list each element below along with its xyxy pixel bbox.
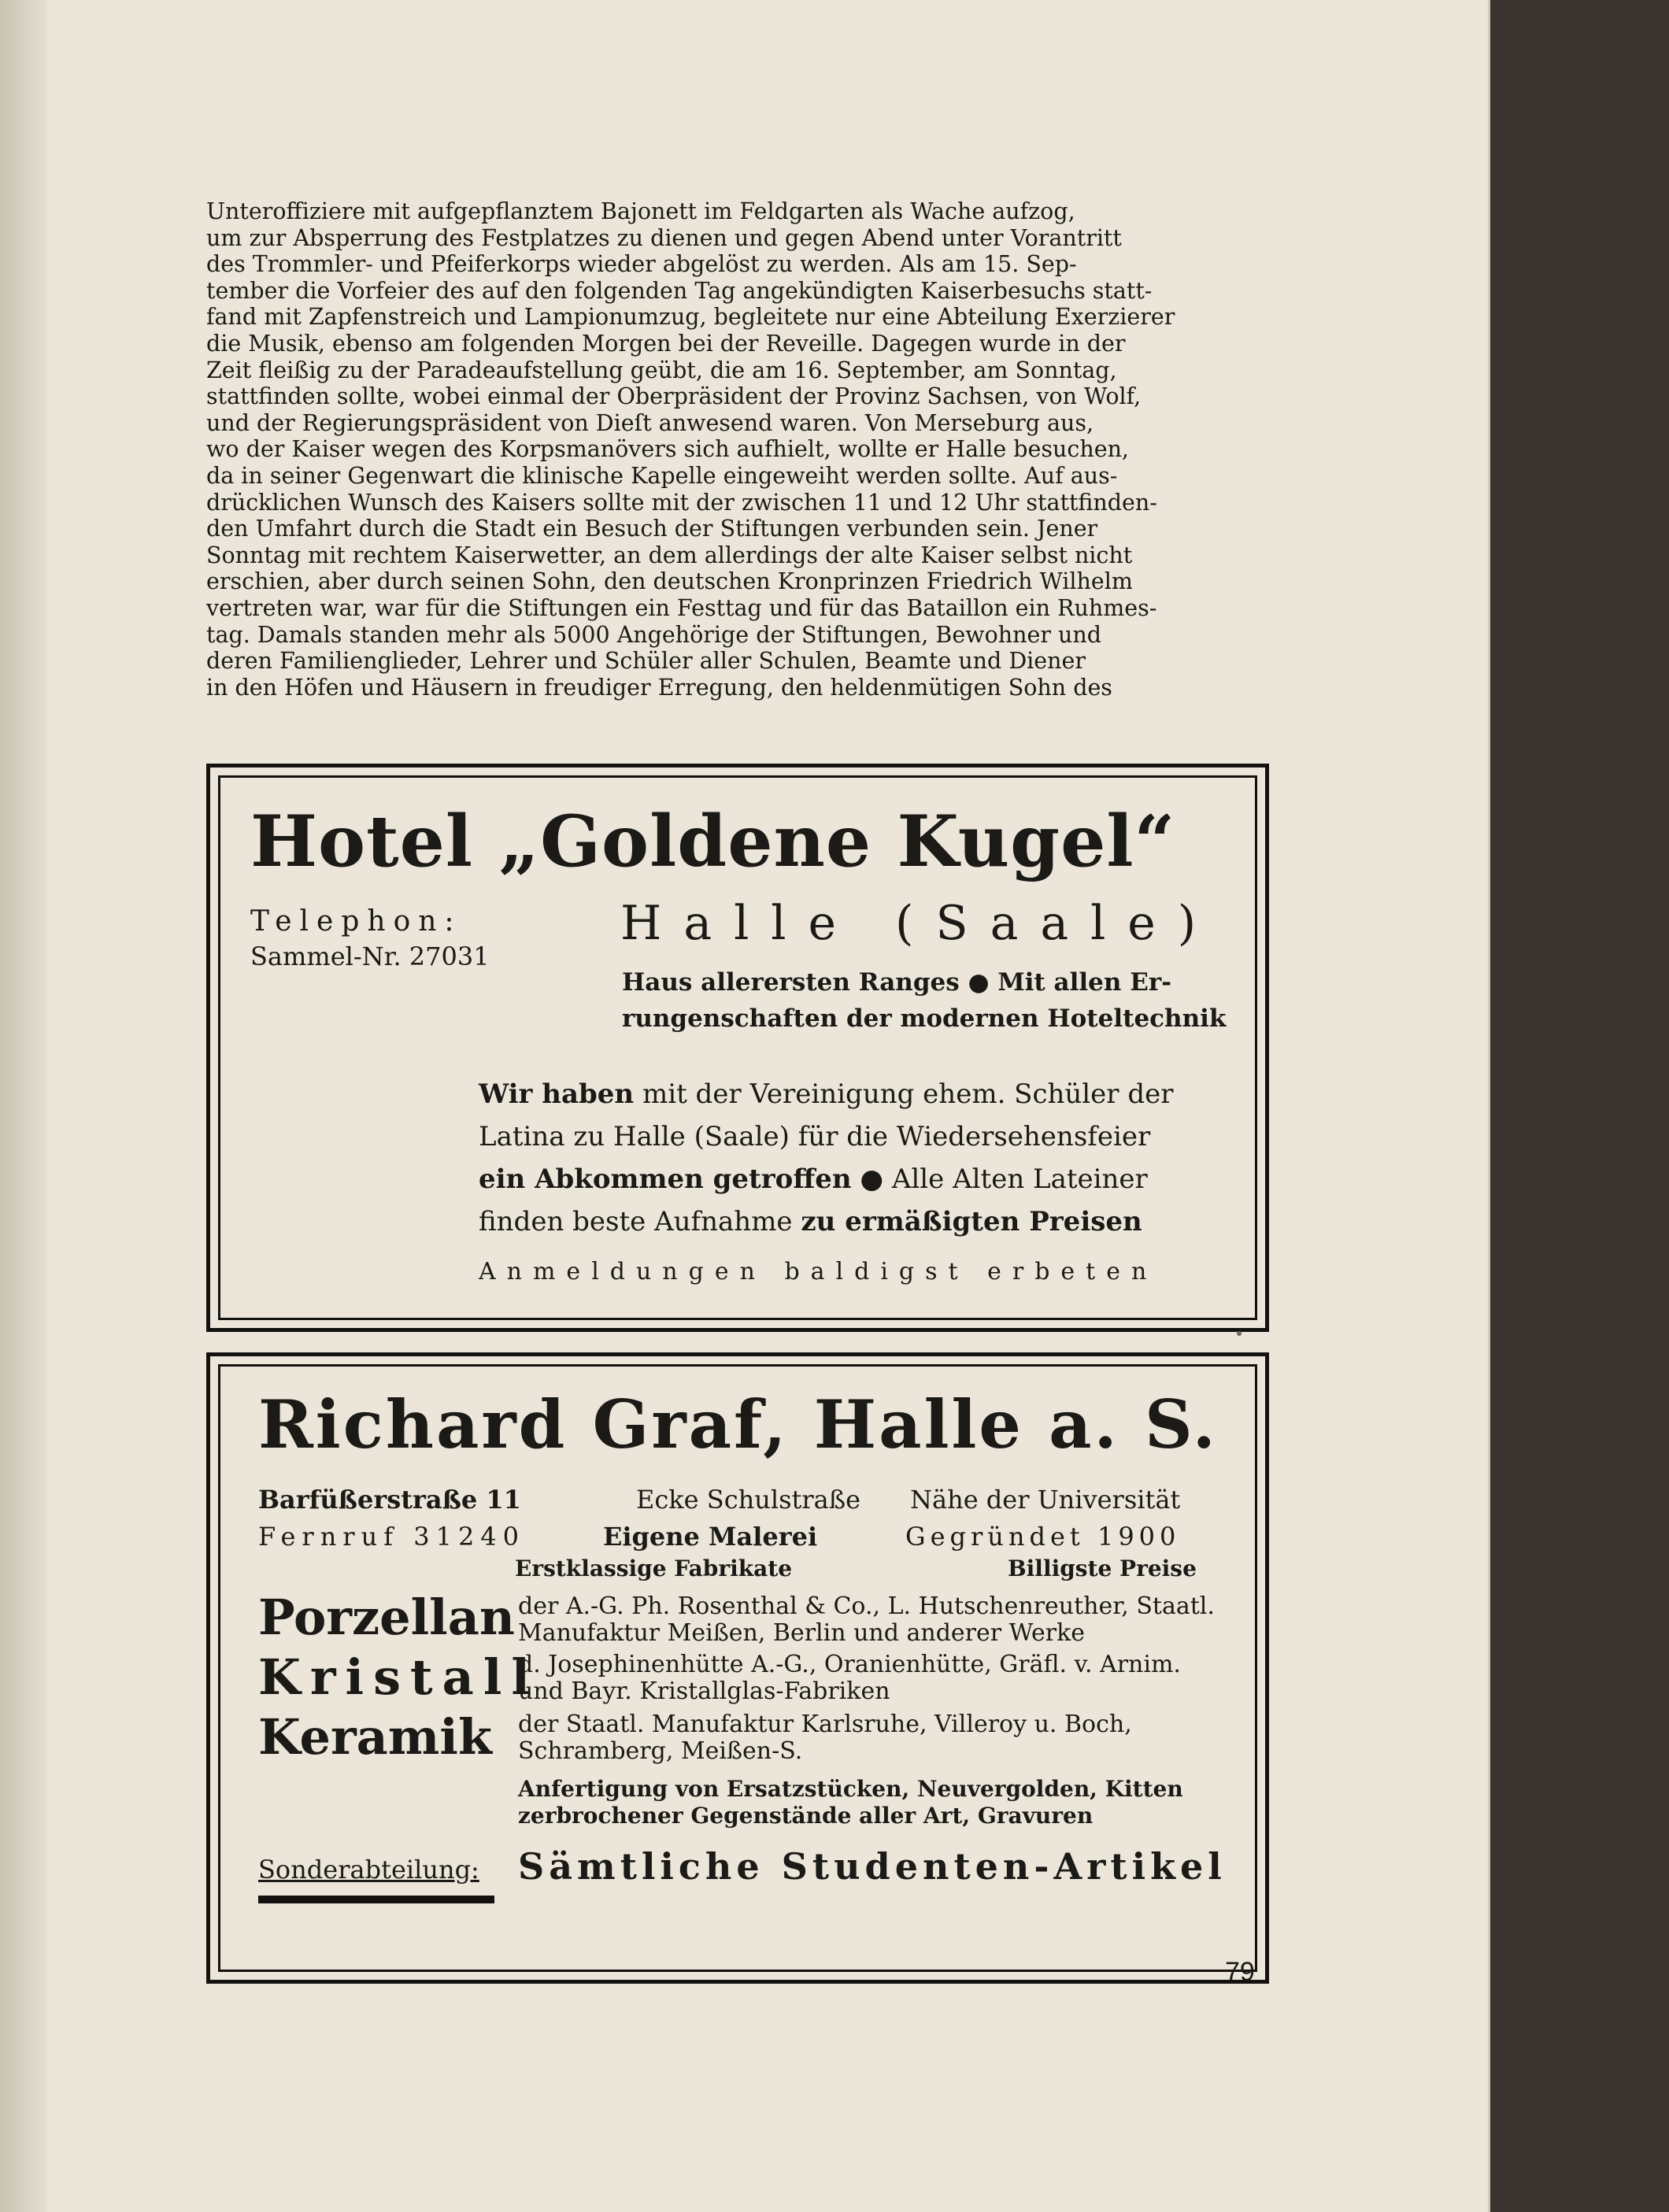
graf-phone: Fernruf 31240: [258, 1522, 526, 1552]
telephone-label: Telephon:: [250, 905, 462, 938]
text-line: tag. Damals standen mehr als 5000 Angehörige der Stiftungen, Bewohner und: [206, 621, 1101, 648]
text-line: fand mit Zapfenstreich und Lampionumzug, begleitete nur eine Abteilung Exerzierer: [206, 304, 1175, 331]
graf-title: Richard Graf, Halle a. S.: [258, 1385, 1218, 1463]
special-department-label: Sonderabteilung:: [258, 1855, 479, 1885]
text-line: Sonntag mit rechtem Kaiserwetter, an dem allerdings der alte Kaiser selbst nicht: [206, 542, 1133, 568]
hotel-message-line-3: [479, 1163, 1148, 1195]
category-description: der A.-G. Ph. Rosenthal & Co., L. Hutschenreuther, Staatl. Manufaktur Meißen, Berlin und anderer Werke: [518, 1592, 1215, 1647]
margin-dot: [1237, 1331, 1242, 1336]
text-line: tember die Vorfeier des auf den folgenden Tag angekündigten Kaiserbesuchs statt-: [206, 277, 1153, 304]
message-text: ● Alle Alten Lateiner: [851, 1163, 1148, 1195]
message-text: mit der Vereinigung ehem. Schüler der: [634, 1078, 1174, 1110]
text-line: da in seiner Gegenwart die klinische Kapelle eingeweiht werden sollte. Auf aus-: [206, 462, 1118, 489]
category-name: Porzellan: [258, 1589, 515, 1646]
graf-painting: Eigene Malerei: [603, 1522, 818, 1552]
category-description: der Staatl. Manufaktur Karlsruhe, Villeroy u. Boch, Schramberg, Meißen-S.: [518, 1711, 1132, 1765]
text-line: um zur Absperrung des Festplatzes zu dienen und gegen Abend unter Vorantritt: [206, 224, 1122, 251]
hotel-message-line-4: [479, 1206, 1142, 1237]
message-text: finden beste Aufnahme: [479, 1206, 801, 1237]
graf-ad-frame: [218, 1364, 1257, 1972]
hotel-rank-line-2: rungenschaften der modernen Hoteltechnik: [622, 1004, 1227, 1033]
category-name: Keramik: [258, 1708, 492, 1766]
hotel-registration-note: Anmeldungen baldigst erbeten: [479, 1258, 1158, 1285]
text-line: des Trommler- und Pfeiferkorps wieder abgelöst zu werden. Als am 15. Sep-: [206, 251, 1077, 278]
text-line: deren Familienglieder, Lehrer und Schüler aller Schulen, Beamte und Diener: [206, 648, 1086, 675]
category-name: Kristall: [258, 1648, 539, 1706]
graf-prices: Billigste Preise: [1008, 1555, 1197, 1581]
text-line: drücklichen Wunsch des Kaisers sollte mit der zwischen 11 und 12 Uhr stattfinden-: [206, 489, 1157, 516]
text-line: und der Regierungspräsident von Dieſt anwesend waren. Von Merseburg aus,: [206, 409, 1094, 436]
text-line: wo der Kaiser wegen des Korpsmanövers sich aufhielt, wollte er Halle besuchen,: [206, 436, 1129, 463]
graf-quality: Erstklassige Fabrikate: [515, 1555, 793, 1581]
text-line: Zeit fleißig zu der Paradeaufstellung geübt, die am 16. September, am Sonntag,: [206, 357, 1117, 383]
text-line: die Musik, ebenso am folgenden Morgen bei der Reveille. Dagegen wurde in der: [206, 330, 1126, 357]
graf-near: Nähe der Universität: [910, 1485, 1181, 1515]
special-underline-bar: [258, 1896, 494, 1903]
hotel-city: Halle (Saale): [620, 896, 1219, 951]
text-line: den Umfahrt durch die Stadt ein Besuch der Stiftungen verbunden sein. Jener: [206, 516, 1098, 542]
text-line: Unteroffiziere mit aufgepflanztem Bajonett im Feldgarten als Wache aufzog,: [206, 198, 1075, 224]
body-text: [206, 198, 1265, 701]
graf-corner: Ecke Schulstraße: [636, 1485, 861, 1515]
message-bold: Wir haben: [479, 1078, 635, 1110]
hotel-message-line-1: [479, 1078, 1174, 1110]
hotel-advertisement: [206, 764, 1269, 1332]
graf-advertisement: [206, 1352, 1269, 1984]
page-number: 79: [1225, 1957, 1255, 1987]
page-spine: [0, 0, 47, 2212]
graf-address: Barfüßerstraße 11: [258, 1485, 521, 1515]
text-line: in den Höfen und Häusern in freudiger Erregung, den heldenmütigen Sohn des: [206, 674, 1112, 701]
hotel-ad-frame: [218, 775, 1257, 1320]
graf-repair-services: Anfertigung von Ersatzstücken, Neuvergolden, Kitten zerbrochener Gegenstände aller Art, Gravuren: [518, 1776, 1183, 1829]
graf-founded: Gegründet 1900: [905, 1522, 1181, 1552]
hotel-title: Hotel „Goldene Kugel“: [250, 800, 1176, 883]
text-line: erschien, aber durch seinen Sohn, den deutschen Kronprinzen Friedrich Wilhelm: [206, 568, 1133, 595]
category-description: d. Josephinenhütte A.-G., Oranienhütte, Gräfl. v. Arnim. und Bayr. Kristallglas-Fabriken: [518, 1651, 1181, 1705]
hotel-rank-line-1: Haus allerersten Ranges ● Mit allen Er-: [622, 968, 1172, 997]
message-bold: ein Abkommen getroffen: [479, 1163, 852, 1195]
message-bold: zu ermäßigten Preisen: [801, 1206, 1142, 1237]
hotel-message-line-2: Latina zu Halle (Saale) für die Wiedersehensfeier: [479, 1121, 1151, 1152]
telephone-number: Sammel-Nr. 27031: [250, 941, 490, 971]
text-line: stattfinden sollte, wobei einmal der Oberpräsident der Provinz Sachsen, von Wolf,: [206, 383, 1142, 410]
text-line: vertreten war, war für die Stiftungen ein Festtag und für das Bataillon ein Ruhmes-: [206, 594, 1157, 621]
special-department-items: Sämtliche Studenten-Artikel: [518, 1845, 1227, 1888]
